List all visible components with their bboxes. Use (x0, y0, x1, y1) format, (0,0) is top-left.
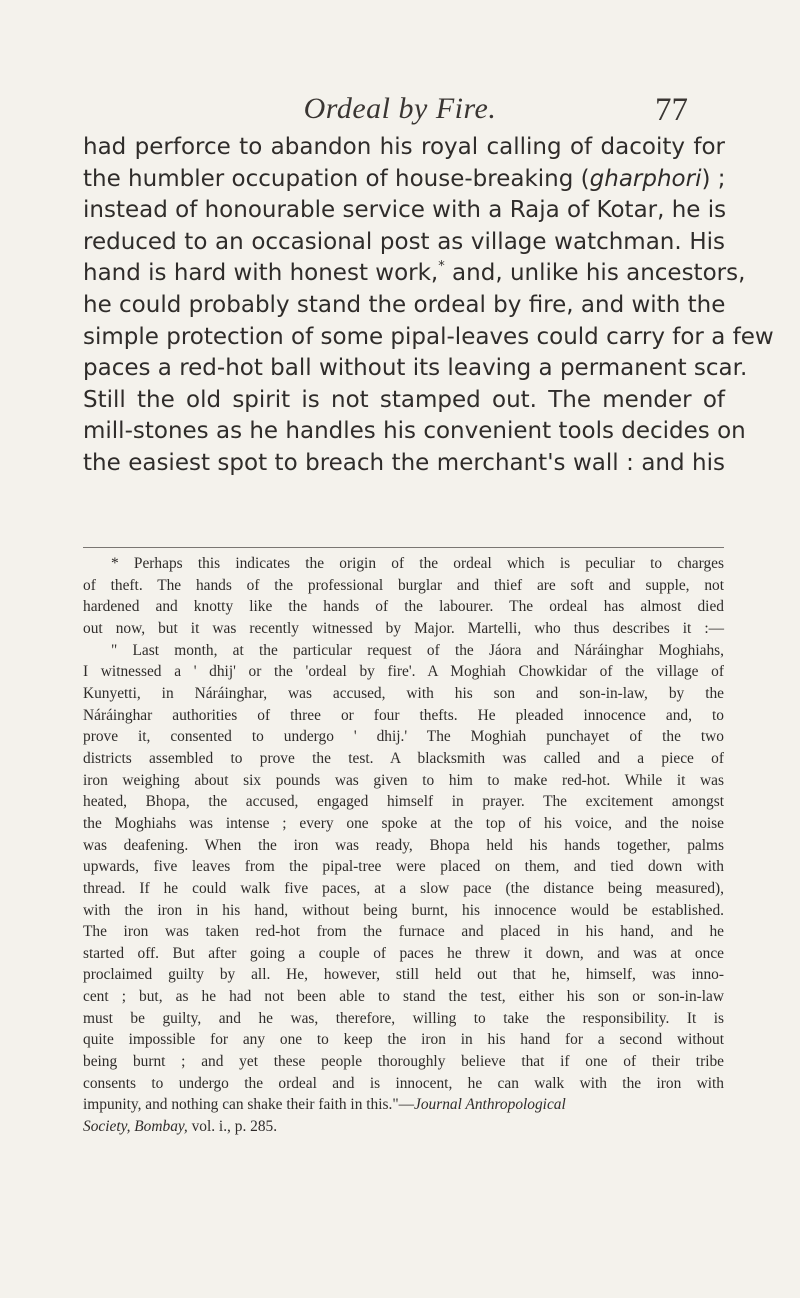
main-text (83, 132, 774, 480)
footnote-line: being burnt ; and yet these people thoroughly believe that if one of their tribe (83, 1053, 724, 1071)
footnote-marker: * (438, 258, 445, 274)
text-line: the easiest spot to breach the merchant's wall : and his (83, 449, 725, 476)
footnote-line: was deafening. When the iron was ready, Bhopa held his hands together, palms (83, 836, 724, 854)
footnote-line: cent ; but, as he had not been able to stand the test, either his son or son-in-law (83, 988, 724, 1006)
footnote-line: thread. If he could walk five paces, at a slow pace (the distance being measured), (83, 879, 724, 897)
text-line: mill-stones as he handles his convenient tools decides on (83, 418, 746, 445)
footnote-line: upwards, five leaves from the pipal-tree were placed on them, and tied down with (83, 858, 724, 876)
footnote-line: consents to undergo the ordeal and is innocent, he can walk with the iron with (83, 1074, 724, 1092)
footnote-divider (83, 547, 724, 548)
text-line: had perforce to abandon his royal calling of dacoity for (83, 134, 725, 160)
footnote-line: prove it, consented to undergo ' dhij.' The Moghiah punchayet of the two (83, 728, 724, 746)
footnote-line: started off. But after going a couple of paces he threw it down, and was at once (83, 944, 724, 962)
footnote-line: out now, but it was recently witnessed by Major. Martelli, who thus describes it :— (83, 619, 724, 637)
footnote-line: impunity, and nothing can shake their faith in this."—Journal Anthropological (83, 1096, 566, 1114)
text-line: simple protection of some pipal-leaves could carry for a few (83, 323, 774, 350)
citation-title: Journal Anthropological (414, 1096, 566, 1114)
text-line: hand is hard with honest work,* and, unlike his ancestors, (83, 258, 746, 287)
footnote-line: districts assembled to prove the test. A blacksmith was called and a piece of (83, 749, 724, 767)
footnote-line: quite impossible for any one to keep the iron in his hand for a second without (83, 1031, 724, 1049)
footnote-line: " Last month, at the particular request of the Jáora and Náráinghar Moghiahs, (111, 641, 724, 659)
text-line: Still the old spirit is not stamped out. The mender of (83, 386, 725, 413)
footnote-line: heated, Bhopa, the accused, engaged himself in prayer. The excitement amongst (83, 793, 724, 811)
footnote-line: The iron was taken red-hot from the furnace and placed in his hand, and he (83, 923, 724, 941)
running-title: Ordeal by Fire. (303, 92, 497, 125)
footnote-line: iron weighing about six pounds was given to him to make red-hot. While it was (83, 771, 724, 789)
text-line: instead of honourable service with a Raja of Kotar, he is (83, 197, 727, 224)
text-line: the humbler occupation of house-breaking (gharphori) ; (83, 165, 726, 192)
footnote-line: with the iron in his hand, without being burnt, his innocence would be established. (83, 901, 724, 919)
footnote-line: * Perhaps this indicates the origin of the ordeal which is peculiar to charges (111, 555, 724, 572)
citation-title: Society, Bombay, (83, 1118, 188, 1136)
text-line: paces a red-hot ball without its leaving a permanent scar. (83, 355, 748, 382)
footnote-line: hardened and knotty like the hands of the labourer. The ordeal has almost died (83, 598, 724, 616)
footnote (83, 553, 724, 1138)
text-line: reduced to an occasional post as village watchman. His (83, 228, 725, 255)
footnote-line: Náráinghar authorities of three or four thefts. He pleaded innocence and, to (83, 706, 724, 724)
footnote-line: I witnessed a ' dhij' or the 'ordeal by fire'. A Moghiah Chowkidar of the village of (83, 663, 724, 681)
footnote-line: proclaimed guilty by all. He, however, still held out that he, himself, was inno- (83, 966, 724, 984)
text-line: he could probably stand the ordeal by fire, and with the (83, 291, 726, 318)
footnote-line: of theft. The hands of the professional burglar and thief are soft and supple, not (83, 576, 724, 594)
page-number: 77 (655, 92, 688, 128)
italic-term: gharphori (589, 165, 702, 192)
footnote-line: the Moghiahs was intense ; every one spoke at the top of his voice, and the noise (83, 814, 724, 832)
footnote-line (83, 1116, 724, 1138)
page-header (0, 92, 800, 132)
citation-volume: vol. i., p. 285. (187, 1118, 278, 1136)
footnote-line: must be guilty, and he was, therefore, willing to take the responsibility. It is (83, 1009, 724, 1027)
footnote-line: Kunyetti, in Náráinghar, was accused, with his son and son-in-law, by the (83, 684, 724, 702)
